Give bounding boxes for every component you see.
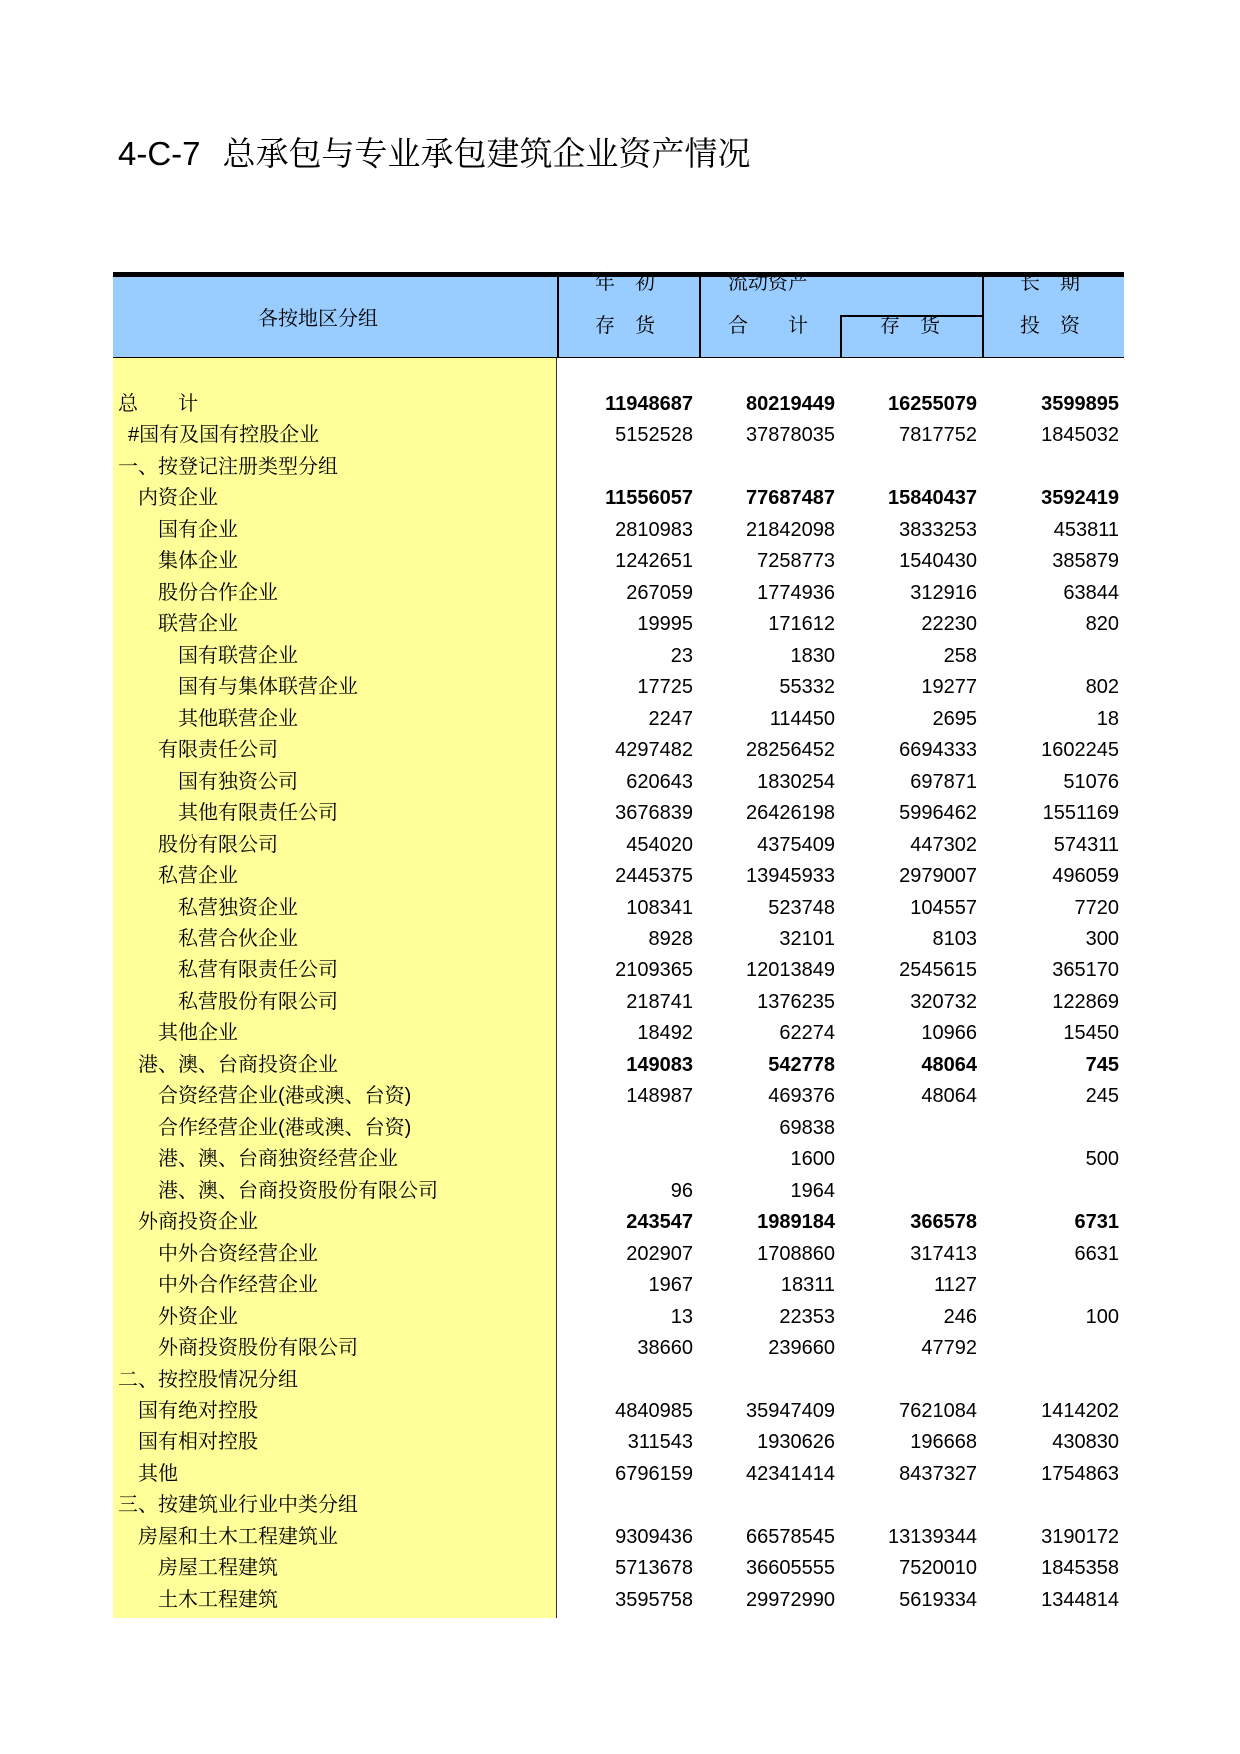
long-term-investment-cell: 122869: [1052, 990, 1119, 1013]
table-row: [113, 389, 1124, 420]
header-col2-bottom: 合 计: [728, 315, 808, 337]
row-label: 国有绝对控股: [138, 1400, 258, 1422]
current-assets-total-cell: 1600: [790, 1148, 835, 1171]
current-inventory-cell: 3833253: [899, 518, 977, 541]
current-inventory-cell: 697871: [910, 770, 977, 793]
current-assets-total-cell: 35947409: [746, 1400, 835, 1422]
opening-inventory-cell: 9309436: [615, 1525, 693, 1548]
current-inventory-cell: 10966: [921, 1022, 977, 1045]
long-term-investment-cell: 496059: [1052, 865, 1119, 888]
current-assets-total-cell: 26426198: [746, 802, 835, 825]
long-term-investment-cell: 18: [1096, 707, 1119, 730]
current-inventory-cell: 312916: [910, 581, 977, 604]
current-assets-total-cell: 1830: [790, 644, 835, 667]
row-label: 股份有限公司: [158, 833, 278, 856]
table-row: [113, 672, 1124, 703]
row-label: 国有与集体联营企业: [178, 676, 358, 699]
table-row: [113, 1270, 1124, 1301]
table-row: [113, 1207, 1124, 1238]
long-term-investment-cell: 365170: [1052, 959, 1119, 982]
opening-inventory-cell: 1242651: [615, 550, 693, 573]
long-term-investment-cell: 802: [1085, 676, 1119, 699]
long-term-investment-cell: 100: [1085, 1305, 1119, 1328]
current-assets-total-cell: 80219449: [746, 393, 835, 415]
current-inventory-cell: 6694333: [899, 739, 977, 762]
opening-inventory-cell: 4840985: [615, 1400, 693, 1422]
table-row: [113, 1302, 1124, 1333]
opening-inventory-cell: 311543: [627, 1431, 693, 1454]
current-assets-total-cell: 1708860: [757, 1242, 835, 1265]
current-assets-total-cell: 542778: [768, 1053, 835, 1076]
opening-inventory-cell: 148987: [626, 1085, 693, 1108]
opening-inventory-cell: 11556057: [605, 487, 693, 510]
opening-inventory-cell: 5713678: [615, 1557, 693, 1580]
current-assets-total-cell: 62274: [779, 1022, 835, 1045]
divider: [557, 277, 559, 358]
long-term-investment-cell: 500: [1085, 1148, 1119, 1171]
row-label: 二、按控股情况分组: [118, 1368, 298, 1391]
current-inventory-cell: 1540430: [899, 550, 977, 573]
table-row: [113, 1081, 1124, 1112]
opening-inventory-cell: 17725: [637, 676, 693, 699]
row-label: 私营股份有限公司: [178, 990, 338, 1013]
row-label: 国有企业: [158, 518, 238, 541]
current-assets-total-cell: 171612: [768, 613, 835, 636]
current-inventory-cell: 22230: [921, 613, 977, 636]
current-inventory-cell: 47792: [921, 1337, 977, 1360]
header-col3-bottom: 存 货: [880, 315, 940, 337]
table-row: [113, 830, 1124, 861]
table-row: [113, 1018, 1124, 1049]
opening-inventory-cell: 149083: [626, 1053, 693, 1076]
opening-inventory-cell: 3676839: [615, 802, 693, 825]
table-title: 总承包与专业承包建筑企业资产情况: [222, 135, 751, 172]
row-label: #国有及国有控股企业: [128, 424, 320, 447]
current-inventory-cell: 13139344: [888, 1525, 977, 1548]
table-row: [113, 893, 1124, 924]
long-term-investment-cell: 745: [1085, 1053, 1119, 1076]
page-title: [118, 128, 751, 175]
current-inventory-cell: 447302: [910, 833, 977, 856]
row-label: 私营合伙企业: [178, 927, 298, 950]
current-assets-total-cell: 1376235: [757, 990, 835, 1013]
row-label: 国有联营企业: [178, 644, 298, 667]
opening-inventory-cell: 454020: [626, 833, 693, 856]
table-row: [113, 641, 1124, 672]
opening-inventory-cell: 2247: [648, 707, 693, 730]
current-inventory-cell: 104557: [910, 896, 977, 919]
long-term-investment-cell: 300: [1085, 927, 1119, 950]
table-row: [113, 1459, 1124, 1490]
row-label: 港、澳、台商投资股份有限公司: [158, 1179, 438, 1202]
long-term-investment-cell: 1845032: [1041, 424, 1119, 447]
current-inventory-cell: 7621084: [899, 1400, 977, 1422]
row-label: 土木工程建筑: [158, 1588, 278, 1611]
opening-inventory-cell: 38660: [637, 1337, 693, 1360]
table-row: [113, 1050, 1124, 1081]
opening-inventory-cell: 11948687: [605, 393, 693, 415]
current-assets-total-cell: 21842098: [746, 518, 835, 541]
opening-inventory-cell: 218741: [626, 990, 693, 1013]
row-label: 合作经营企业(港或澳、台资): [158, 1116, 412, 1139]
table-row: [113, 1522, 1124, 1553]
header-col1-top: 年 初: [595, 272, 655, 294]
current-assets-total-cell: 239660: [768, 1337, 835, 1360]
current-inventory-cell: 2695: [932, 707, 977, 730]
opening-inventory-cell: 19995: [637, 613, 693, 636]
row-label: 国有独资公司: [178, 770, 298, 793]
current-inventory-cell: 48064: [921, 1085, 977, 1108]
table-row: [113, 1333, 1124, 1364]
header-group: 各按地区分组: [258, 308, 378, 330]
table-row: [113, 1553, 1124, 1584]
long-term-investment-cell: 820: [1085, 613, 1119, 636]
opening-inventory-cell: 267059: [626, 581, 693, 604]
row-label: 外商投资企业: [138, 1211, 258, 1234]
current-assets-total-cell: 1930626: [757, 1431, 835, 1454]
current-assets-total-cell: 55332: [779, 676, 835, 699]
header-col1-bottom: 存 货: [595, 315, 655, 337]
row-label: 其他企业: [158, 1022, 238, 1045]
current-inventory-cell: 196668: [910, 1431, 977, 1454]
current-assets-total-cell: 36605555: [746, 1557, 835, 1580]
current-assets-total-cell: 7258773: [757, 550, 835, 573]
table-row: [113, 609, 1124, 640]
long-term-investment-cell: 1551169: [1042, 802, 1119, 825]
current-inventory-cell: 48064: [921, 1053, 977, 1076]
opening-inventory-cell: 6796159: [615, 1462, 693, 1485]
opening-inventory-cell: 8928: [648, 927, 693, 950]
table-row: [113, 1365, 1124, 1396]
current-assets-total-cell: 1989184: [757, 1211, 835, 1234]
opening-inventory-cell: 13: [670, 1305, 693, 1328]
long-term-investment-cell: 453811: [1053, 518, 1119, 541]
row-label: 其他联营企业: [178, 707, 298, 730]
current-assets-total-cell: 69838: [779, 1116, 835, 1139]
table-row: [113, 704, 1124, 735]
current-assets-total-cell: 469376: [768, 1085, 835, 1108]
table-header: [113, 272, 1124, 358]
table-row: [113, 924, 1124, 955]
long-term-investment-cell: 15450: [1063, 1022, 1119, 1045]
header-col4-bottom: 投 资: [1020, 315, 1080, 337]
current-assets-total-cell: 1830254: [757, 770, 835, 793]
row-label: 外商投资股份有限公司: [158, 1337, 358, 1360]
table-row: [113, 578, 1124, 609]
table-row: [113, 1427, 1124, 1458]
row-label: 合资经营企业(港或澳、台资): [158, 1085, 412, 1108]
table-row: [113, 420, 1124, 451]
current-assets-total-cell: 32101: [779, 927, 835, 950]
current-inventory-cell: 8437327: [899, 1462, 977, 1485]
opening-inventory-cell: 5152528: [615, 424, 693, 447]
row-label: 三、按建筑业行业中类分组: [118, 1494, 358, 1517]
long-term-investment-cell: 385879: [1052, 550, 1119, 573]
row-label: 联营企业: [158, 613, 238, 636]
long-term-investment-cell: 51076: [1063, 770, 1119, 793]
table-row: [113, 798, 1124, 829]
current-inventory-cell: 366578: [910, 1211, 977, 1234]
current-inventory-cell: 19277: [921, 676, 977, 699]
current-assets-total-cell: 42341414: [746, 1462, 835, 1485]
opening-inventory-cell: 2810983: [615, 518, 693, 541]
long-term-investment-cell: 1602245: [1041, 739, 1119, 762]
long-term-investment-cell: 245: [1085, 1085, 1119, 1108]
opening-inventory-cell: 108341: [626, 896, 693, 919]
row-label: 其他: [138, 1462, 178, 1485]
table-row: [113, 452, 1124, 483]
long-term-investment-cell: 1754863: [1041, 1462, 1119, 1485]
table-row: [113, 987, 1124, 1018]
table-row: [113, 1585, 1124, 1616]
long-term-investment-cell: 63844: [1063, 581, 1119, 604]
opening-inventory-cell: 23: [670, 644, 693, 667]
table-row: [113, 1176, 1124, 1207]
current-inventory-cell: 5619334: [899, 1588, 977, 1611]
long-term-investment-cell: 1414202: [1041, 1400, 1119, 1422]
current-inventory-cell: 258: [943, 644, 977, 667]
opening-inventory-cell: 96: [670, 1179, 693, 1202]
divider: [982, 277, 984, 358]
opening-inventory-cell: 243547: [626, 1211, 693, 1234]
table-row: [113, 1113, 1124, 1144]
current-inventory-cell: 320732: [910, 990, 977, 1013]
row-label: 房屋和土木工程建筑业: [138, 1525, 338, 1548]
row-label: 有限责任公司: [158, 739, 278, 762]
current-inventory-cell: 7520010: [899, 1557, 977, 1580]
opening-inventory-cell: 18492: [637, 1022, 693, 1045]
table-row: [113, 1144, 1124, 1175]
opening-inventory-cell: 3595758: [615, 1588, 693, 1611]
opening-inventory-cell: 2109365: [615, 959, 693, 982]
opening-inventory-cell: 620643: [626, 770, 693, 793]
row-label: 国有相对控股: [138, 1431, 258, 1454]
current-inventory-cell: 2979007: [899, 865, 977, 888]
current-assets-total-cell: 1964: [790, 1179, 835, 1202]
divider: [699, 277, 701, 358]
current-assets-total-cell: 4375409: [757, 833, 835, 856]
current-assets-total-cell: 18311: [780, 1274, 835, 1297]
table-row: [113, 1490, 1124, 1521]
row-label: 中外合资经营企业: [158, 1242, 318, 1265]
long-term-investment-cell: 430830: [1052, 1431, 1119, 1454]
table-row: [113, 1396, 1124, 1427]
current-inventory-cell: 8103: [932, 927, 977, 950]
table-row: [113, 955, 1124, 986]
table-row: [113, 861, 1124, 892]
current-inventory-cell: 16255079: [888, 393, 977, 415]
row-label: 中外合作经营企业: [158, 1274, 318, 1297]
current-inventory-cell: 1127: [933, 1274, 977, 1297]
current-inventory-cell: 7817752: [899, 424, 977, 447]
long-term-investment-cell: 3599895: [1041, 393, 1119, 415]
opening-inventory-cell: 4297482: [615, 739, 693, 762]
long-term-investment-cell: 1344814: [1041, 1588, 1119, 1611]
long-term-investment-cell: 574311: [1053, 833, 1119, 856]
current-assets-total-cell: 523748: [768, 896, 835, 919]
long-term-investment-cell: 3190172: [1041, 1525, 1119, 1548]
row-label: 外资企业: [158, 1305, 238, 1328]
row-label: 其他有限责任公司: [178, 802, 338, 825]
current-assets-total-cell: 12013849: [746, 959, 835, 982]
table-row: [113, 483, 1124, 514]
row-label: 房屋工程建筑: [158, 1557, 278, 1580]
row-label: 港、澳、台商投资企业: [138, 1053, 338, 1076]
table-row: [113, 546, 1124, 577]
table-code: 4-C-7: [118, 135, 201, 172]
current-inventory-cell: 5996462: [899, 802, 977, 825]
current-inventory-cell: 246: [943, 1305, 977, 1328]
opening-inventory-cell: 202907: [626, 1242, 693, 1265]
row-label: 总 计: [118, 393, 198, 415]
row-label: 集体企业: [158, 550, 238, 573]
current-assets-total-cell: 77687487: [746, 487, 835, 510]
opening-inventory-cell: 1967: [648, 1274, 693, 1297]
row-label: 股份合作企业: [158, 581, 278, 604]
current-assets-total-cell: 114450: [769, 707, 835, 730]
table-row: [113, 1239, 1124, 1270]
current-assets-total-cell: 37878035: [746, 424, 835, 447]
current-assets-total-cell: 66578545: [746, 1525, 835, 1548]
table-row: [113, 767, 1124, 798]
divider: [840, 315, 842, 358]
current-assets-total-cell: 13945933: [746, 865, 835, 888]
current-assets-total-cell: 29972990: [746, 1588, 835, 1611]
long-term-investment-cell: 6631: [1074, 1242, 1119, 1265]
row-label: 私营独资企业: [178, 896, 298, 919]
long-term-investment-cell: 1845358: [1041, 1557, 1119, 1580]
current-inventory-cell: 15840437: [888, 487, 977, 510]
row-label: 一、按登记注册类型分组: [118, 455, 338, 478]
current-assets-total-cell: 22353: [779, 1305, 835, 1328]
table-row: [113, 735, 1124, 766]
current-assets-total-cell: 1774936: [757, 581, 835, 604]
opening-inventory-cell: 2445375: [615, 865, 693, 888]
header-col4-top: 长 期: [1020, 272, 1080, 294]
row-label: 内资企业: [138, 487, 218, 510]
row-label: 私营企业: [158, 865, 238, 888]
row-label: 私营有限责任公司: [178, 959, 338, 982]
long-term-investment-cell: 3592419: [1041, 487, 1119, 510]
current-inventory-cell: 317413: [910, 1242, 977, 1265]
current-assets-total-cell: 28256452: [746, 739, 835, 762]
row-label: 港、澳、台商独资经营企业: [158, 1148, 398, 1171]
table-row: [113, 515, 1124, 546]
header-current-assets: 流动资产: [728, 272, 808, 294]
current-inventory-cell: 2545615: [899, 959, 977, 982]
table-body: [113, 389, 1124, 1616]
long-term-investment-cell: 7720: [1074, 896, 1119, 919]
long-term-investment-cell: 6731: [1074, 1211, 1119, 1234]
